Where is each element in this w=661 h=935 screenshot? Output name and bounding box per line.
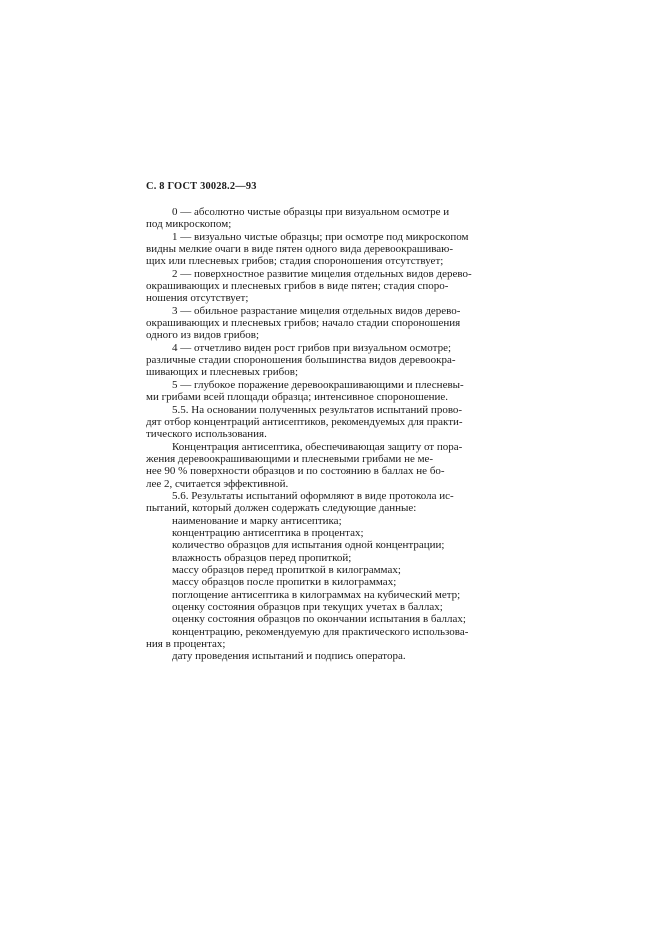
text-line: оценку состояния образцов по окончании испытания в баллах; [172, 613, 466, 626]
text-line: ния в процентах; [146, 638, 226, 651]
text-line: дату проведения испытаний и подпись оператора. [172, 650, 406, 663]
text-line: под микроскопом; [146, 218, 232, 231]
text-line: 5 — глубокое поражение деревоокрашивающими и плесневы- [172, 378, 464, 391]
text-line: 1 — визуально чистые образцы; при осмотре под микроскопом [172, 230, 469, 243]
text-line: концентрацию антисептика в процентах; [172, 526, 364, 539]
text-line: 5.5. На основании полученных результатов испытаний прово- [172, 403, 463, 416]
text-line: 0 — абсолютно чистые образцы при визуальном осмотре и [172, 206, 450, 218]
text-line: концентрацию, рекомендуемую для практического использова- [172, 625, 469, 638]
text-line: наименование и марку антисептика; [172, 514, 342, 527]
text-line: оценку состояния образцов при текущих учетах в баллах; [172, 601, 443, 613]
text-line: окрашивающих и плесневых грибов в виде пятен; стадия споро- [146, 280, 449, 293]
text-line: 5.6. Результаты испытаний оформляют в виде протокола ис- [172, 489, 454, 502]
page-header: С. 8 ГОСТ 30028.2—93 [146, 181, 257, 192]
text-line: пытаний, который должен содержать следующие данные: [146, 502, 417, 515]
text-line: массу образцов перед пропиткой в килограммах; [172, 563, 401, 576]
text-line: лее 2, считается эффективной. [146, 477, 289, 490]
text-line: одного из видов грибов; [146, 329, 260, 342]
text-line: жения деревоокрашивающими и плесневыми грибами не ме- [146, 452, 434, 465]
text-line: 3 — обильное разрастание мицелия отдельных видов дерево- [172, 304, 461, 317]
text-line: окрашивающих и плесневых грибов; начало стадии спороношения [146, 317, 461, 330]
text-line: ми грибами всей площади образца; интенсивное спороношение. [146, 391, 448, 404]
text-line: 2 — поверхностное развитие мицелия отдельных видов дерево- [172, 267, 472, 280]
text-line: 4 — отчетливо виден рост грибов при визуальном осмотре; [172, 341, 452, 354]
text-line: тического использования. [146, 428, 267, 441]
text-line: Концентрация антисептика, обеспечивающая защиту от пора- [172, 440, 463, 453]
text-line: количество образцов для испытания одной концентрации; [172, 539, 445, 552]
text-line: шивающих и плесневых грибов; [146, 366, 299, 379]
text-line: нее 90 % поверхности образцов и по состоянию в баллах не бо- [146, 465, 445, 478]
document-body [146, 206, 523, 663]
text-line: влажность образцов перед пропиткой; [172, 551, 352, 564]
text-line: видны мелкие очаги в виде пятен одного вида деревоокрашиваю- [146, 243, 454, 256]
text-line: щих или плесневых грибов; стадия спороношения отсутствует; [146, 255, 444, 268]
text-line: ношения отсутствует; [146, 292, 249, 305]
text-line: поглощение антисептика в килограммах на кубический метр; [172, 588, 461, 601]
text-line: дят отбор концентраций антисептиков, рекомендуемых для практи- [146, 415, 463, 428]
text-line: различные стадии спороношения большинства видов деревоокра- [146, 354, 456, 367]
text-line: массу образцов после пропитки в килограммах; [172, 576, 397, 589]
